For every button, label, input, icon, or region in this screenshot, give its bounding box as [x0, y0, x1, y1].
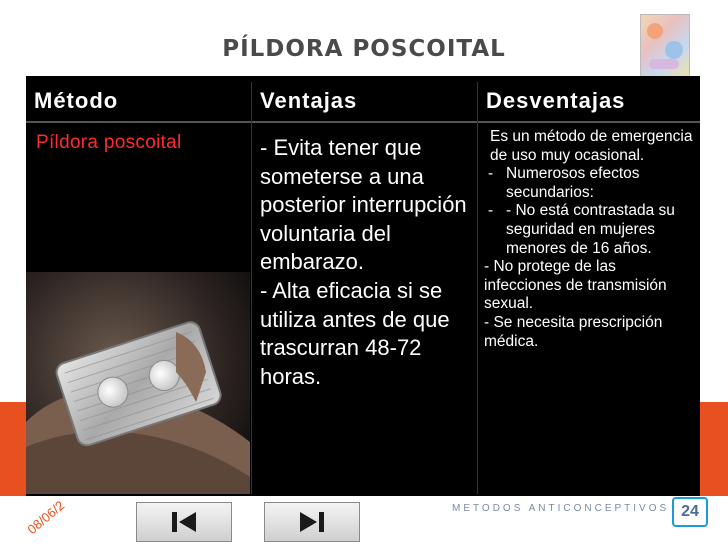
desventaja-item: - - No está contrastada su seguridad en mujeres menores de 16 años.	[484, 202, 696, 258]
methods-table	[26, 76, 700, 496]
desventaja-tail: - No protege de las infecciones de transmisión sexual.	[484, 258, 667, 313]
ventaja-item: - Alta eficacia si se utiliza antes de que trascurran 48-72 horas.	[260, 277, 450, 389]
pill-blister-photo	[26, 272, 250, 494]
slide-date: 08/06/2	[24, 497, 68, 537]
header-metodo: Método	[34, 88, 119, 113]
decorative-band-right	[700, 402, 728, 496]
desventajas-cell	[484, 128, 696, 351]
desventajas-list	[484, 165, 696, 258]
footer-text: METODOS ANTICONCEPTIVOS	[452, 503, 670, 514]
column-divider	[251, 82, 252, 494]
last-slide-icon	[297, 509, 327, 535]
method-cell: Píldora poscoital	[36, 132, 182, 153]
decorative-band-left	[0, 402, 26, 496]
ventajas-cell	[260, 134, 474, 391]
header-desventajas: Desventajas	[486, 88, 626, 113]
desventaja-lead: Es un método de emergencia de uso muy ocasional.	[490, 128, 693, 164]
first-slide-button[interactable]	[136, 502, 232, 542]
header-divider	[26, 121, 700, 123]
header-ventajas: Ventajas	[260, 88, 358, 113]
column-divider	[477, 82, 478, 494]
desventaja-item: - Numerosos efectos secundarios:	[484, 165, 696, 202]
slide-title: PÍLDORA POSCOITAL	[222, 36, 506, 62]
last-slide-button[interactable]	[264, 502, 360, 542]
first-slide-icon	[169, 509, 199, 535]
slide-number: 24	[672, 497, 708, 527]
ventaja-item: - Evita tener que someterse a una posterior interrupción voluntaria del embarazo.	[260, 135, 467, 275]
desventaja-tail: - Se necesita prescripción médica.	[484, 313, 663, 350]
contraceptive-thumbnail-image	[640, 14, 690, 80]
